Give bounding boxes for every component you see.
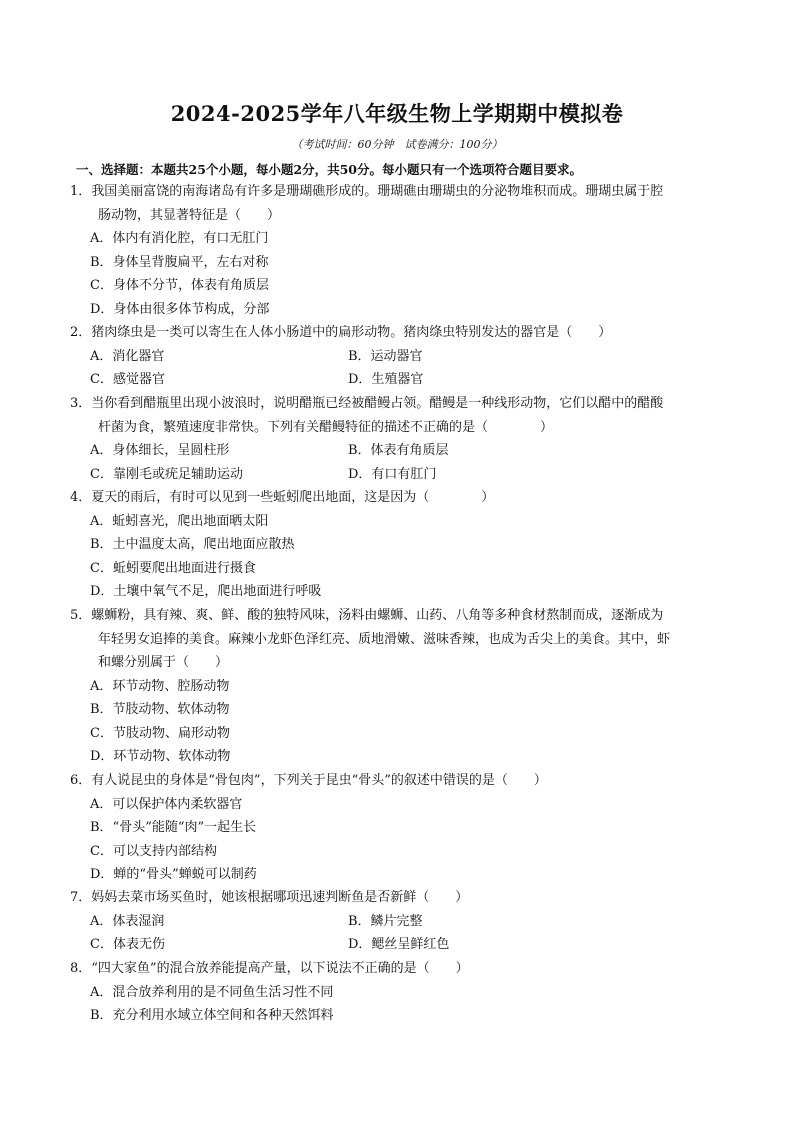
option-c: C．蚯蚓要爬出地面进行摄食: [90, 560, 256, 576]
question-stem: 螺蛳粉，具有辣、爽、鲜、酸的独特风味，汤料由螺蛳、山药、八角等多种食材熬制而成，逐渐成为: [91, 608, 664, 623]
option-b: B．土中温度太高，爬出地面应散热: [90, 537, 295, 552]
option-b: B．节肢动物、软体动物: [90, 702, 230, 717]
option-a: A．身体细长，呈圆柱形: [90, 443, 230, 458]
option-list: [70, 510, 730, 604]
question-number: 1．: [70, 184, 92, 199]
question-4: [70, 486, 730, 604]
question-stem-cont: 肠动物，其显著特征是（ ）: [98, 207, 281, 223]
option-c: C．身体不分节，体表有角质层: [90, 278, 269, 293]
question-number: 6．: [70, 773, 92, 788]
question-8: [70, 957, 730, 1028]
question-number: 5．: [70, 608, 92, 623]
option-d: D．有口有肛门: [348, 466, 437, 482]
question-stem: “四大家鱼”的混合放养能提高产量，以下说法不正确的是（ ）: [91, 961, 469, 976]
option-list: [70, 439, 730, 486]
option-c: C．节肢动物、扁形动物: [90, 725, 230, 741]
option-d: D．蝉的“骨头”蝉蜕可以制药: [90, 867, 257, 882]
question-1: [70, 180, 730, 321]
option-d: D．环节动物、软体动物: [90, 749, 231, 764]
option-b: B．身体呈背腹扁平，左右对称: [90, 254, 269, 270]
question-stem: 猪肉绦虫是一类可以寄生在人体小肠道中的扁形动物。猪肉绦虫特别发达的器官是（ ）: [91, 325, 612, 340]
option-list: [70, 910, 730, 957]
option-b: B．体表有角质层: [348, 443, 449, 458]
question-stem-cont: 杆菌为食，繁殖速度非常快。下列有关醋鳗特征的描述不正确的是（ ）: [98, 419, 554, 435]
option-list: [70, 227, 730, 321]
option-c: C．体表无伤: [90, 937, 165, 952]
option-a: A．体内有消化腔，有口无肛门: [90, 231, 269, 246]
option-b: B．运动器官: [348, 348, 423, 364]
question-stem: 有人说昆虫的身体是“骨包肉”，下列关于昆虫“骨头”的叙述中错误的是（ ）: [91, 773, 547, 788]
option-d: D．鳃丝呈鲜红色: [348, 937, 450, 952]
question-number: 2．: [70, 325, 92, 340]
question-number: 4．: [70, 490, 92, 505]
question-5: [70, 604, 730, 769]
question-number: 7．: [70, 890, 92, 905]
option-a: A．混合放养利用的是不同鱼生活习性不同: [90, 984, 334, 1000]
question-7: [70, 886, 730, 957]
question-stem: 妈妈去菜市场买鱼时，她该根据哪项迅速判断鱼是否新鲜（ ）: [91, 890, 469, 905]
option-c: C．感觉器官: [90, 372, 165, 387]
option-a: A．蚯蚓喜光，爬出地面晒太阳: [90, 513, 269, 529]
question-number: 3．: [70, 396, 92, 411]
question-stem: 我国美丽富饶的南海诸岛有许多是珊瑚礁形成的。珊瑚礁由珊瑚虫的分泌物堆积而成。珊瑚虫属于腔: [91, 184, 664, 199]
option-a: A．消化器官: [90, 348, 165, 364]
option-a: A．环节动物、腔肠动物: [90, 678, 230, 694]
page-title: 2024-2025学年八年级生物上学期期中模拟卷: [170, 101, 624, 126]
option-a: A．可以保护体内柔软器官: [90, 796, 243, 812]
option-d: D．土壤中氧气不足，爬出地面进行呼吸: [90, 584, 322, 599]
option-d: D．身体由很多体节构成，分部: [90, 301, 270, 317]
question-number: 8．: [70, 961, 92, 976]
question-3: [70, 392, 730, 486]
question-stem-cont: 和螺分别属于（ ）: [98, 655, 229, 670]
option-c: C．可以支持内部结构: [90, 843, 217, 859]
option-list: [70, 675, 730, 769]
option-b: B．充分利用水域立体空间和各种天然饵料: [90, 1008, 334, 1023]
option-list: [70, 981, 730, 1028]
question-stem: 夏天的雨后，有时可以见到一些蚯蚓爬出地面，这是因为（ ）: [91, 490, 495, 505]
question-stem-cont: 年轻男女追捧的美食。麻辣小龙虾色泽红亮、质地滑嫩、滋味香辣，也成为舌尖上的美食。其中，虾: [98, 631, 671, 647]
section-heading: 一、选择题：本题共25个小题，每小题2分，共50分。每小题只有一个选项符合题目要求。: [76, 162, 582, 177]
option-list: [70, 345, 730, 392]
question-stem: 当你看到醋瓶里出现小波浪时，说明醋瓶已经被醋鳗占领。醋鳗是一种线形动物，它们以醋中的醋酸: [91, 396, 664, 411]
option-a: A．体表湿润: [90, 913, 165, 929]
option-c: C．靠刚毛或疣足辅助运动: [90, 466, 243, 482]
option-list: [70, 793, 730, 887]
option-b: B．“骨头”能随“肉”一起生长: [90, 820, 257, 835]
question-6: [70, 769, 730, 887]
exam-info: （考试时间：60分钟 试卷满分：100分）: [291, 138, 503, 151]
option-b: B．鳞片完整: [348, 913, 423, 929]
option-d: D．生殖器官: [348, 372, 424, 387]
question-2: [70, 321, 730, 392]
